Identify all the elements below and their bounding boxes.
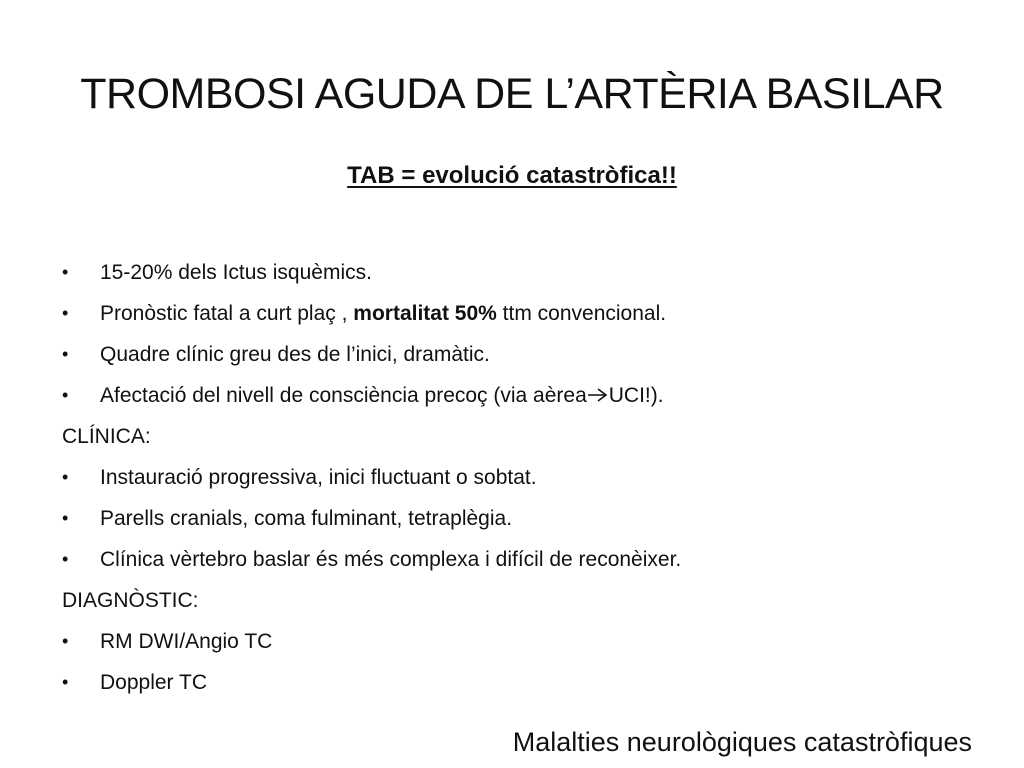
list-item — [62, 293, 982, 334]
right-arrow-icon — [587, 387, 609, 403]
list-item — [62, 334, 982, 375]
list-item-text: Instauració progressiva, inici fluctuant o sobtat. — [100, 466, 537, 489]
slide-footer: Malalties neurològiques catastròfiques — [512, 727, 972, 757]
list-item-text — [100, 375, 664, 416]
list-item — [62, 375, 982, 416]
mortality-highlight: mortalitat 50% — [353, 302, 497, 325]
section-heading-text: CLÍNICA: — [62, 425, 151, 448]
slide-body — [62, 252, 982, 703]
slide-subtitle: TAB = evolució catastròfica!! — [347, 162, 677, 189]
bullet-icon: • — [62, 672, 69, 692]
list-item — [62, 457, 982, 498]
list-item-text-end: UCI!). — [608, 384, 664, 407]
section-heading-clinica — [62, 416, 982, 457]
list-item-text — [100, 293, 666, 334]
list-item — [62, 621, 982, 662]
bullet-icon: • — [62, 262, 69, 282]
bullet-icon: • — [62, 467, 69, 487]
list-item-text-start: Pronòstic fatal a curt plaç , — [100, 302, 354, 325]
list-item-text: RM DWI/Angio TC — [100, 630, 273, 653]
bullet-icon: • — [62, 508, 69, 528]
section-heading-text: DIAGNÒSTIC: — [62, 589, 199, 612]
list-item — [62, 662, 982, 703]
list-item-text-end: ttm convencional. — [496, 302, 667, 325]
list-item-text: Doppler TC — [100, 671, 207, 694]
list-item-text: Clínica vèrtebro baslar és més complexa i difícil de reconèixer. — [100, 548, 682, 571]
list-item-text: 15-20% dels Ictus isquèmics. — [100, 261, 372, 284]
bullet-icon: • — [62, 549, 69, 569]
bullet-icon: • — [62, 344, 69, 364]
list-item-text-start: Afectació del nivell de consciència precoç (via aèrea — [100, 384, 587, 407]
list-item — [62, 252, 982, 293]
section-heading-diagnostic — [62, 580, 982, 621]
list-item-text: Parells cranials, coma fulminant, tetraplègia. — [100, 507, 513, 530]
list-item — [62, 498, 982, 539]
bullet-icon: • — [62, 385, 69, 405]
slide-title: TROMBOSI AGUDA DE L’ARTÈRIA BASILAR — [80, 70, 944, 118]
bullet-icon: • — [62, 631, 69, 651]
list-item — [62, 539, 982, 580]
list-item-text: Quadre clínic greu des de l’inici, dramàtic. — [100, 343, 490, 366]
bullet-icon: • — [62, 303, 69, 323]
